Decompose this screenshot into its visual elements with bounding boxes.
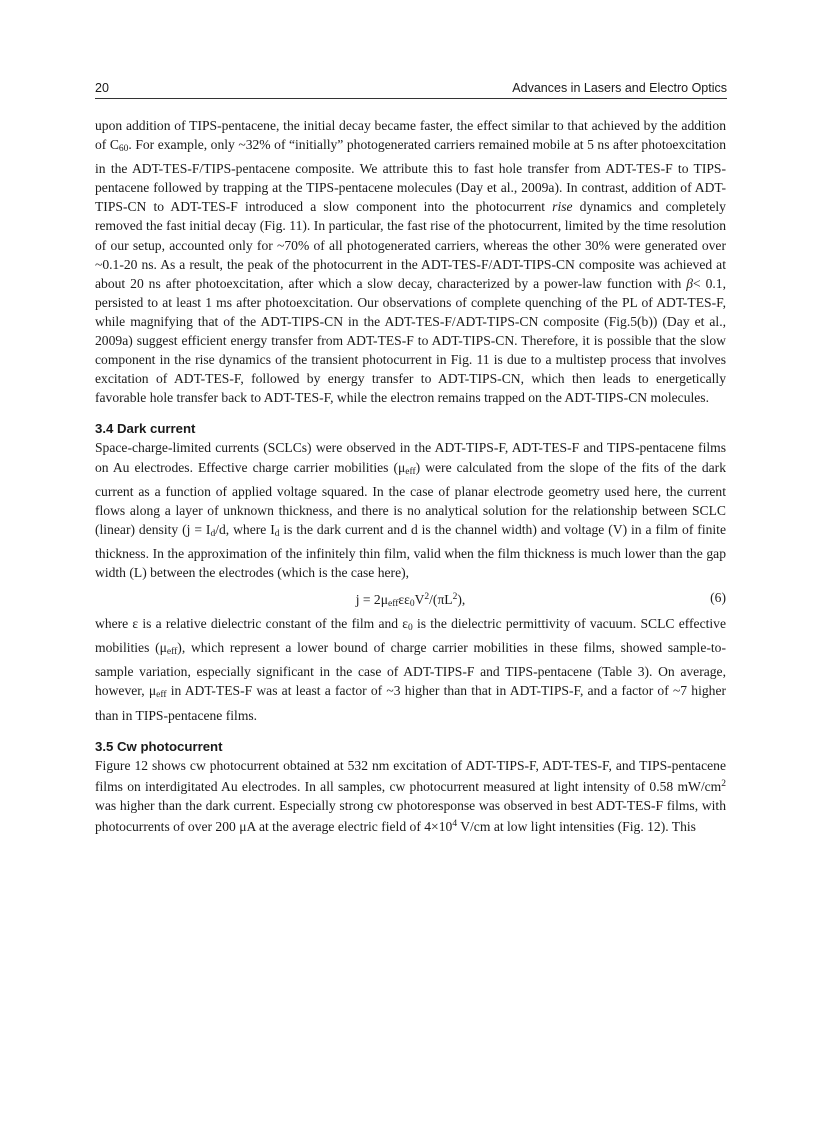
running-header: [95, 80, 727, 99]
equation-6: [95, 588, 726, 610]
paragraph-photocurrent-dynamics: upon addition of TIPS-pentacene, the initial decay became faster, the effect similar to that achieved by the addition of $C_{60}$. For example, only ~32% of “initially” photogenerated carriers remained mobile at 5 ns after photoexcitation in the ADT-TES-F/TIPS-pentacene composite. We attribute this to fast hole transfer from ADT-TES-F to TIPS-pentacene followed by trapping at the TIPS-pentacene molecules (Day et al., 2009a). In contrast, addition of ADT-TIPS-CN to ADT-TES-F introduced a slow component into the photocurrent rise dynamics and completely removed the fast initial decay (Fig. 11). In particular, the fast rise of the photocurrent, limited by the time resolution of our setup, accounted only for ~70% of all photogenerated carriers, whereas the other 30% were generated over ~0.1-20 ns. As a result, the peak of the photocurrent in the ADT-TES-F/ADT-TIPS-CN composite was achieved at about 20 ns after photoexcitation, after which a slow decay, characterized by a power-law function with β< 0.1, persisted to at least 1 ms after photoexcitation. Our observations of complete quenching of the PL of ADT-TES-F, while magnifying that of the ADT-TIPS-CN in the ADT-TES-F/ADT-TIPS-CN composite (Fig.5(b)) (Day et al., 2009a) suggest efficient energy transfer from ADT-TES-F to ADT-TIPS-CN. Therefore, it is possible that the slow component in the rise dynamics of the transient photocurrent in Fig. 11 is due to a multistep process that involves excitation of ADT-TES-F, followed by energy transfer to ADT-TIPS-CN, which then leads to energetically favorable hole transfer back to ADT-TES-F, while the electron remains trapped on the ADT-TIPS-CN molecules.: [95, 118, 726, 406]
section-heading-cw-photocurrent: 3.5 Cw photocurrent: [95, 738, 223, 754]
equation-body: $j = 2\mu_{eff}\varepsilon\varepsilon_0V^2/(\pi L^2)$,: [355, 592, 466, 610]
section-heading-dark-current: 3.4 Dark current: [95, 421, 196, 437]
paragraph-dark-current-1: Space-charge-limited currents (SCLCs) were observed in the ADT-TIPS-F, ADT-TES-F and TIPS-pentacene films on Au electrodes. Effective charge carrier mobilities $(\mu_{eff})$ were calculated from the slope of the fits of the dark current as a function of applied voltage squared. In the case of planar electrode geometry used here, the current flows along a layer of unknown thickness, and there is no analytical solution for the relationship between SCLC (linear) density ($j = I_d/d$, where $I_d$ is the dark current and d is the channel width) and voltage (V) in a film of finite thickness. In the approximation of the infinitely thin film, valid when the film thickness is much lower than the gap width (L) between the electrodes (which is the case here),: [95, 440, 726, 580]
paragraph-dark-current-2: where ε is a relative dielectric constant of the film and $\varepsilon_0$ is the dielectric permittivity of vacuum. SCLC effective mobilities $(\mu_{eff})$, which represent a lower bound of charge carrier mobilities in these films, showed sample-to-sample variation, especially significant in the case of ADT-TIPS-F and TIPS-pentacene (Table 3). On average, however, $\mu_{eff}$ in ADT-TES-F was at least a factor of ~3 higher than that in ADT-TIPS-F, and a factor of ~7 higher than in TIPS-pentacene films.: [95, 616, 727, 723]
running-title: Advances in Lasers and Electro Optics: [512, 81, 727, 95]
rise-word: rise: [552, 199, 573, 215]
page-number: 20: [95, 81, 109, 95]
equation-number: (6): [710, 590, 726, 606]
beta-symbol: β: [686, 275, 693, 291]
paragraph-cw-photocurrent: Figure 12 shows cw photocurrent obtained at 532 nm excitation of ADT-TIPS-F, ADT-TES-F, and TIPS-pentacene films on interdigitated Au electrodes. In all samples, cw photocurrent measured at light intensity of 0.58 $mW/cm^2$ was higher than the dark current. Especially strong cw photoresponse was observed in best ADT-TES-F films, with photocurrents of over 200 μA at the average electric field of $4\times 10^4$ V/cm at low light intensities (Fig. 12). This: [95, 757, 726, 834]
page-body: [95, 116, 726, 836]
